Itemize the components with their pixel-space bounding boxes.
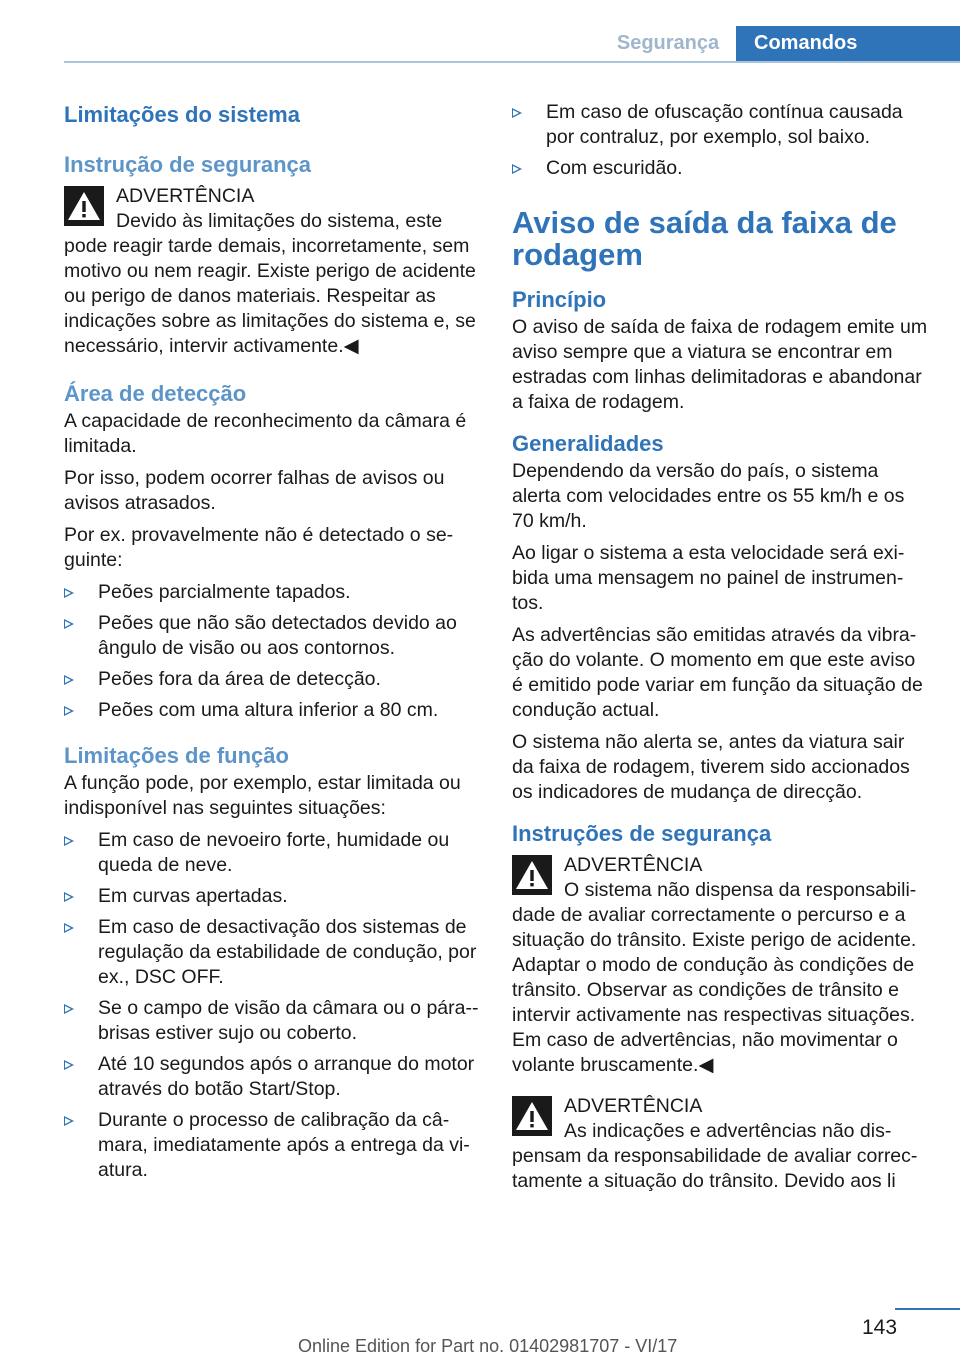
list-item-text: Durante o processo de calibração da câmara, imediatamente após a entrega da viatura. — [98, 1109, 470, 1181]
list-item — [64, 828, 480, 878]
list-item-text: Peões que não são detectados devido ao ângulo de visão ou aos contornos. — [98, 612, 457, 659]
paragraph-principle: O aviso de saída de faixa de rodagem emite um aviso sempre que a viatura se encontrar em estradas com linhas delimitadoras e abandonar a faixa de rodagem. — [512, 316, 928, 413]
warning-text-2: O sistema não dispensa da responsabilidade de avaliar correctamente o percurso e a situação do trânsito. Existe perigo de acidente. Adaptar o modo de condução às condições de trânsito. Observar as condições de trânsito e intervir activamente nas respectivas situações. Em caso de advertências, não movimentar o volante bruscamente.◀ — [512, 879, 917, 1076]
list-item-text: Em caso de nevoeiro forte, humidade ou queda de neve. — [98, 829, 450, 876]
heading-function-limits: Limitações de função — [64, 743, 289, 768]
paragraph-function: A função pode, por exemplo, estar limitada ou indisponível nas seguintes situações: — [64, 772, 461, 819]
list-item-text: Se o campo de visão da câmara ou o pára-brisas estiver sujo ou coberto. — [98, 997, 479, 1044]
heading-safety-instruction: Instrução de segurança — [64, 152, 311, 177]
header-section-tab[interactable]: Segurança — [616, 32, 720, 54]
triangle-bullet-icon — [512, 108, 522, 118]
list-item-text: Em caso de desactivação dos sistemas de regulação da estabilidade de condução, por ex., DSC OFF. — [98, 916, 477, 988]
triangle-bullet-icon — [64, 892, 74, 902]
right-column — [512, 100, 928, 1206]
triangle-bullet-icon — [64, 1060, 74, 1070]
page-header — [0, 0, 960, 62]
list-item — [64, 667, 480, 692]
header-divider — [64, 61, 960, 63]
triangle-bullet-icon — [64, 588, 74, 598]
footer-edition: Online Edition for Part no. 01402981707 - VI/17 — [298, 1336, 678, 1356]
list-item — [512, 100, 928, 150]
warning-triangle-icon — [512, 855, 552, 895]
heading-safety-instructions: Instruções de segurança — [512, 821, 772, 846]
header-chapter-tab[interactable]: Comandos — [736, 26, 960, 62]
list-item-text: Peões parcialmente tapados. — [98, 581, 351, 603]
footer-divider — [895, 1308, 960, 1310]
list-undetected-pedestrians — [64, 580, 480, 723]
list-item — [64, 580, 480, 605]
list-item-text: Com escuridão. — [546, 157, 683, 179]
warning-title-2: ADVERTÊNCIA — [564, 854, 703, 876]
warning-triangle-icon — [512, 1096, 552, 1136]
warning-block-2 — [512, 853, 928, 1078]
heading-general: Generalidades — [512, 431, 664, 456]
paragraph-general-4: O sistema não alerta se, antes da viatura sair da faixa de rodagem, tiverem sido accionados os indicadores de mudança de direcção. — [512, 731, 910, 803]
paragraph-detection-1: A capacidade de reconhecimento da câmara é limitada. — [64, 410, 467, 457]
warning-text-3: As indicações e advertências não dispensam da responsabilidade de avaliar correctamente a situação do trânsito. Devido aos li — [512, 1120, 918, 1192]
list-item-text: Peões fora da área de detecção. — [98, 668, 381, 690]
warning-block-3 — [512, 1094, 928, 1194]
triangle-bullet-icon — [64, 1116, 74, 1126]
triangle-bullet-icon — [64, 836, 74, 846]
heading-detection-area: Área de detecção — [64, 381, 247, 406]
triangle-bullet-icon — [64, 1004, 74, 1014]
page-number: 143 — [862, 1316, 898, 1339]
triangle-bullet-icon — [512, 164, 522, 174]
list-item — [64, 611, 480, 661]
list-item — [64, 1108, 480, 1183]
left-column — [64, 100, 480, 1189]
paragraph-detection-2: Por isso, podem ocorrer falhas de avisos ou avisos atrasados. — [64, 467, 445, 514]
heading-lane-departure-warning: Aviso de saída da faixa de rodagem — [512, 205, 897, 272]
list-item — [64, 698, 480, 723]
warning-block-1 — [64, 184, 480, 359]
heading-system-limits: Limitações do sistema — [64, 102, 300, 127]
paragraph-general-3: As advertências são emitidas através da vibração do volante. O momento em que este aviso é emitido pode variar em função da situação de condução actual. — [512, 624, 923, 721]
list-item — [512, 156, 928, 181]
list-item — [64, 884, 480, 909]
list-item-text: Em curvas apertadas. — [98, 885, 288, 907]
triangle-bullet-icon — [64, 675, 74, 685]
list-item-text: Peões com uma altura inferior a 80 cm. — [98, 699, 439, 721]
paragraph-detection-3: Por ex. provavelmente não é detectado o seguinte: — [64, 524, 454, 571]
triangle-bullet-icon — [64, 619, 74, 629]
list-function-limits — [64, 828, 480, 1183]
warning-text-1: Devido às limitações do sistema, este pode reagir tarde demais, incorretamente, sem motivo ou nem reagir. Existe perigo de acidente ou perigo de danos materiais. Respeitar as indicações sobre as limitações do sistema e, se necessário, intervir activamente.◀ — [64, 210, 476, 357]
warning-title-3: ADVERTÊNCIA — [564, 1095, 703, 1117]
list-item-text: Até 10 segundos após o arranque do motor através do botão Start/Stop. — [98, 1053, 475, 1100]
paragraph-general-1: Dependendo da versão do país, o sistema alerta com velocidades entre os 55 km/h e os 70 km/h. — [512, 460, 905, 532]
warning-title-1: ADVERTÊNCIA — [116, 185, 255, 207]
triangle-bullet-icon — [64, 706, 74, 716]
list-item — [64, 996, 480, 1046]
list-item — [64, 1052, 480, 1102]
paragraph-general-2: Ao ligar o sistema a esta velocidade será exibida uma mensagem no painel de instrumentos. — [512, 542, 905, 614]
list-item — [64, 915, 480, 990]
list-function-limits-continued — [512, 100, 928, 181]
list-item-text: Em caso de ofuscação contínua causada por contraluz, por exemplo, sol baixo. — [546, 101, 903, 148]
triangle-bullet-icon — [64, 923, 74, 933]
heading-principle: Princípio — [512, 287, 607, 312]
warning-triangle-icon — [64, 186, 104, 226]
